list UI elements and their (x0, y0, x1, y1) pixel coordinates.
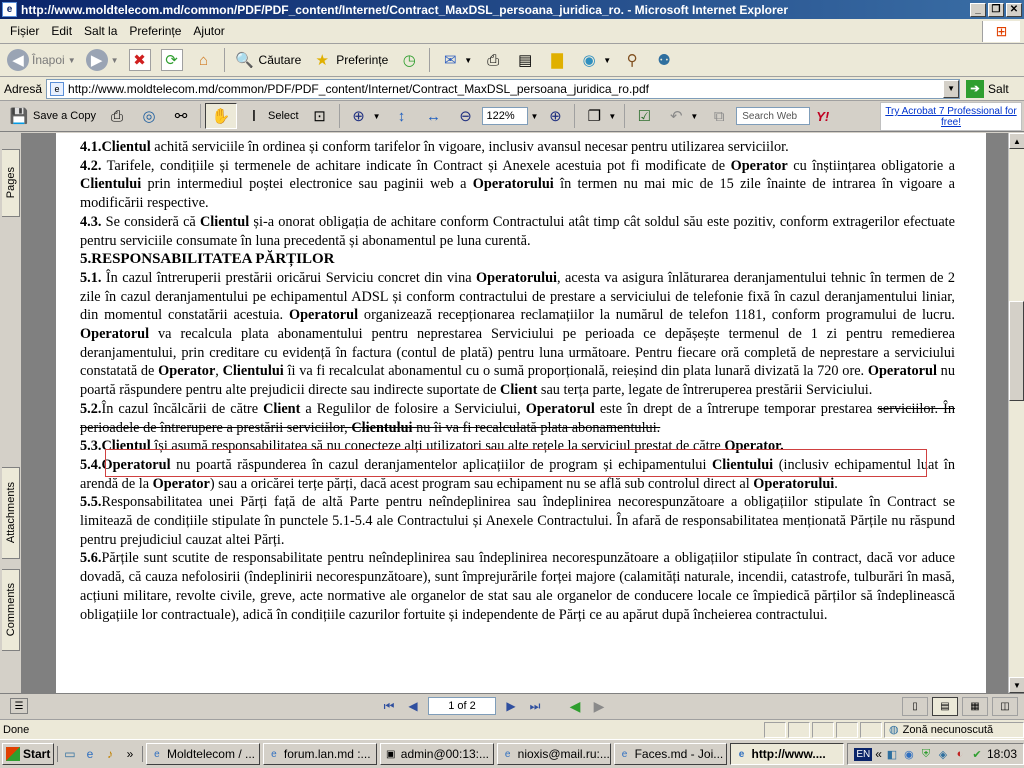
window-title: http://www.moldtelecom.md/common/PDF/PDF_content/Internet/Contract_MaxDSL_persoana_juridica_ro. - Microsoft Internet Explorer (21, 2, 789, 17)
zoom-in-icon: ⊕ (352, 108, 365, 125)
maximize-button[interactable]: ❐ (988, 3, 1004, 17)
clause-term: Operatorul (288, 307, 359, 324)
clause-text: Se consideră că (101, 213, 200, 230)
single-page-button[interactable]: ▯ (902, 697, 928, 716)
taskbar-item-active[interactable] (730, 743, 844, 765)
ie-icon: e (2, 2, 17, 17)
acrobat-print-button[interactable] (102, 103, 132, 129)
search-icon: 🔍 (235, 52, 254, 69)
clause-text: prin intermediul poștei electronice sau paginii web a (141, 176, 473, 193)
toolbar-separator (200, 104, 201, 128)
address-bar (0, 77, 1024, 101)
acrobat-toolbar (0, 101, 1024, 132)
previous-page-button[interactable]: ◀ (408, 699, 418, 713)
mail-button[interactable] (436, 47, 475, 73)
zoom-in-button[interactable] (540, 103, 570, 129)
section-heading (80, 250, 955, 269)
clause-text: , (215, 363, 223, 380)
close-button[interactable]: ✕ (1006, 3, 1022, 17)
camera-icon: ⊡ (313, 108, 326, 125)
menu-edit[interactable]: Edit (51, 24, 73, 38)
copy-icon: ⧉ (713, 107, 725, 125)
page-icon: e (50, 82, 64, 96)
task-label: nioxis@mail.ru:... (517, 747, 610, 761)
clause-number: 5.6. (80, 550, 102, 567)
minimize-button[interactable]: _ (970, 3, 986, 17)
pages-tab-label: Pages (4, 167, 17, 199)
back-button[interactable] (4, 47, 79, 73)
taskbar (0, 739, 1024, 768)
chevron-down-icon: ▼ (603, 55, 612, 65)
go-arrow-icon: ➔ (966, 80, 984, 98)
window-controls (970, 3, 1022, 17)
network-icon[interactable]: ◧ (886, 748, 898, 761)
next-page-button[interactable]: ▶ (506, 699, 516, 713)
contacts-icon: ⚉ (657, 52, 671, 69)
toolbar-separator (574, 104, 575, 128)
taskbar-item[interactable] (146, 743, 260, 765)
ie-status-bar (0, 719, 1024, 739)
note-icon: ▇ (551, 52, 563, 69)
clause-4-1 (80, 138, 955, 157)
scroll-up-button[interactable]: ▲ (1009, 133, 1024, 149)
toolbar-separator (224, 48, 225, 72)
research-icon: ⚲ (626, 52, 638, 69)
refresh-icon: ⟳ (161, 49, 183, 71)
clause-text: (inclusiv echipamentul luat în arendă de la (80, 456, 955, 492)
toolbar-separator (429, 48, 430, 72)
clause-term: Operatorul (867, 363, 937, 380)
clock: 18:03 (986, 747, 1018, 761)
clause-text: își asumă responsabilitatea să nu conecteze alți utilizatori sau alte rețele la serviciul prestat de către (150, 438, 725, 455)
attachments-tab[interactable] (2, 467, 20, 559)
clause-term: Operatorul (80, 326, 150, 343)
select-tool-button[interactable] (239, 103, 303, 129)
clause-text: achită serviciile în ordinea și conform tarifelor în vigoare, inclusiv avansul necesar pentru utilizarea serviciilor. (150, 139, 789, 155)
history-button[interactable] (395, 47, 423, 73)
go-back-icon[interactable]: ◀ (569, 697, 581, 714)
clause-term: Operatorului (753, 475, 835, 492)
address-url: http://www.moldtelecom.md/common/PDF/PDF_content/Internet/Contract_MaxDSL_persoana_juridica_ro.pdf (68, 81, 649, 96)
status-text: Done (3, 723, 30, 736)
disk-icon: 💾 (9, 108, 29, 125)
clause-5-5 (80, 493, 955, 549)
nav-pane-toggle-icon[interactable]: ☰ (10, 698, 28, 714)
printer-icon: ⎙ (487, 51, 500, 69)
clause-text: ) sau a oricărei terțe părți, dacă acest program sau echipament nu se află sub controlul direct al (209, 475, 754, 492)
zoom-level-field[interactable]: 122% (482, 107, 528, 125)
address-dropdown-button[interactable]: ▼ (943, 80, 959, 98)
clause-text: îi va fi recalculat abonamentul cu o sumă proporțională, reieșind din plata lunară divizată la 720 ore. (283, 363, 868, 380)
clause-text: În cazul încălcării de către (101, 400, 264, 417)
acrobat-find-button[interactable] (166, 103, 196, 129)
menu-bar (0, 19, 1024, 44)
fit-height-button[interactable] (386, 103, 416, 129)
quick-launch (57, 746, 143, 762)
chevron-down-icon: ▼ (110, 55, 119, 65)
vertical-scrollbar[interactable] (1008, 133, 1024, 693)
menu-preferences[interactable]: Preferințe (129, 24, 182, 38)
home-button[interactable] (190, 47, 218, 73)
chevron-down-icon: ▼ (608, 111, 617, 121)
ie-icon: e (738, 748, 745, 760)
mail-icon: ✉ (443, 52, 457, 69)
continuous-button[interactable]: ▤ (932, 697, 958, 716)
clause-text: nu poartă răspundere pentru alte prejudicii directe sau indirecte suportate de (80, 363, 955, 399)
document-area[interactable] (22, 133, 1008, 693)
acrobat-promo-link[interactable]: Try Acrobat 7 Professional for free! (880, 102, 1022, 131)
zoom-dropdown-button[interactable]: ▼ (530, 111, 539, 121)
media-icon[interactable]: ♪ (106, 747, 113, 761)
attachments-tab-label: Attachments (4, 482, 17, 544)
clause-text: va recalcula plata abonamentului pentru neprestarea Serviciului pe perioada ce depășește termenul de 1 zi pentru remedierea deranjamentului, prin creditare cu evidență în factura (contul de plată) pentru luna următoare. Pentru fiecare oră completă de neprestare a serviciului constatată de (80, 326, 955, 380)
antivirus-icon[interactable]: ◐ (956, 748, 964, 760)
zoom-in-tool-button[interactable] (344, 103, 385, 129)
status-cell (764, 722, 786, 738)
clause-text: Tarifele, condițiile și termenele de achitare indicate în Contract și Anexele acestuia pot fi modificate de (101, 157, 731, 174)
clause-term: Operator (158, 363, 216, 380)
stop-icon: ✖ (129, 49, 151, 71)
clause-number: 5.5. (80, 494, 102, 511)
continuous-facing-button[interactable]: ▦ (962, 697, 988, 716)
toolbar-separator (624, 104, 625, 128)
taskbar-item[interactable] (497, 743, 611, 765)
back-label: Înapoi (32, 53, 65, 67)
ie-icon: e (154, 748, 160, 760)
clause-term: Clientului (222, 363, 284, 380)
email-icon: ◎ (142, 108, 156, 125)
hand-tool-button[interactable] (205, 103, 237, 129)
forward-button[interactable] (83, 47, 122, 73)
chevron-down-icon: ▼ (690, 111, 699, 121)
clause-term: Operatorului (476, 269, 558, 286)
yahoo-icon: Y! (816, 108, 830, 124)
show-desktop-icon[interactable]: ▭ (64, 747, 76, 761)
go-button[interactable] (966, 80, 1009, 98)
clause-text: în termen nu mai mic de 15 zile înainte de intrarea în vigoare a modificării respective. (80, 176, 956, 212)
terminal-icon: ▣ (386, 748, 396, 760)
refresh-button[interactable] (158, 47, 186, 73)
task-label: http://www.... (751, 747, 826, 761)
shield-icon[interactable]: ⛨ (921, 747, 931, 760)
page-layout-buttons (902, 697, 1018, 716)
chevron-down-icon: ▼ (372, 111, 381, 121)
taskbar-item[interactable] (614, 743, 728, 765)
menu-help[interactable]: Ajutor (193, 24, 225, 38)
pages-tab[interactable] (2, 149, 20, 217)
star-icon: ★ (315, 52, 329, 69)
windows-flag-icon (6, 747, 20, 761)
ie-icon: e (504, 748, 511, 760)
clause-text: Părțile sunt scutite de responsabilitate pentru neîndeplinirea sau îndeplinirea necorespunzătoare a obligațiilor stipulate în contract, dacă vor aduce dovadă, că cauza nefolosirii (îndeplinirii necorespunzătoare), sunt împrejurările forței majore (calamități naturale, incendii, catastrofe, tulburări în masă, acțiuni militare, revolte civile, greve, acte normative ale organelor de stat sau ale organelor de conducere locale ce împiedică părților să îndeplinească obligațiile lor contractuale), adică în condițiile cazurilor fortuite și independente de Părți ce au apărut după încheierea contractului. (80, 550, 955, 623)
go-forward-icon[interactable]: ▶ (593, 697, 605, 714)
acrobat-email-button[interactable] (134, 103, 164, 129)
zone-label: Zonă necunoscută (902, 723, 994, 736)
spell-check-icon: ☑ (637, 108, 652, 125)
clause-4-2 (80, 157, 955, 213)
clause-5-1 (80, 269, 955, 400)
clause-5-6 (80, 549, 955, 624)
messenger-button[interactable] (575, 47, 614, 73)
zoom-out-button[interactable] (450, 103, 480, 129)
start-label: Start (23, 747, 51, 761)
clause-5-2 (80, 400, 955, 437)
system-tray (847, 743, 1024, 765)
last-page-button[interactable]: ⏭ (529, 698, 541, 713)
clause-text: În cazul întreruperii prestării oricărui Serviciu concret din vina (101, 269, 477, 286)
task-label: forum.lan.md :... (283, 747, 371, 761)
clause-number: 5.3.Clientul (80, 438, 151, 455)
ie-icon: e (271, 748, 277, 760)
scroll-down-button[interactable]: ▼ (1009, 677, 1024, 693)
menu-goto[interactable]: Salt la (84, 24, 118, 38)
task-label: Faces.md - Joi... (634, 747, 724, 761)
toolbar-separator (339, 104, 340, 128)
select-label: Select (267, 110, 299, 122)
clause-number: 5.1. (80, 269, 102, 286)
print-button[interactable] (479, 47, 507, 73)
clause-text: nu poartă răspunderea în cazul deranjamentelor aplicațiilor de program și echipamentului (170, 456, 712, 473)
clause-number: 4.2. (80, 157, 102, 174)
research-button[interactable] (618, 47, 646, 73)
comments-tab-label: Comments (4, 583, 17, 637)
pdf-page (56, 133, 986, 693)
status-cell (788, 722, 810, 738)
ie-toolbar (0, 44, 1024, 77)
facing-button[interactable]: ◫ (992, 697, 1018, 716)
discuss-button[interactable] (543, 47, 571, 73)
page-layout-button[interactable] (579, 103, 620, 129)
clause-term: Operator. (724, 438, 784, 455)
chevron-left-icon[interactable]: « (875, 747, 882, 761)
chevron-right-icon[interactable]: » (126, 747, 134, 761)
stop-button[interactable] (126, 47, 154, 73)
globe-icon: ◍ (889, 724, 899, 736)
favorites-label: Preferințe (336, 53, 389, 67)
clause-term: Operator (152, 475, 210, 492)
clause-term: Client (500, 382, 538, 399)
clause-text: a Regulilor de folosire a Serviciului, (300, 400, 526, 417)
printer-icon: ⎙ (110, 107, 123, 125)
clause-number: 4.1.Clientul (80, 139, 151, 155)
clause-term: Clientului (80, 176, 142, 193)
clause-text: organizează recepționarea reclamațiilor la numărul de telefon 1181, conform programului de lucru. (358, 307, 956, 324)
ie-quicklaunch-icon[interactable]: e (86, 747, 94, 761)
clause-term: Operatorului (472, 176, 554, 193)
status-cell (812, 722, 834, 738)
clause-number: 5.4.Operatorul (80, 456, 171, 473)
clause-4-3 (80, 213, 955, 250)
clause-term: Operator (730, 157, 788, 174)
page-navigation (380, 697, 608, 715)
menu-file[interactable]: Fișier (10, 24, 40, 38)
edit-icon: ▤ (518, 52, 533, 69)
pdf-status-bar (0, 693, 1024, 719)
clause-text: . (834, 475, 838, 492)
pages-icon: ❐ (587, 108, 602, 125)
clause-term: Clientului (711, 456, 774, 473)
struck-text: serviciilor. În perioadele de întrerupere a prestării serviciilor, (80, 400, 956, 436)
navigation-pane (0, 133, 22, 693)
security-zone (884, 722, 1024, 738)
first-page-button[interactable]: ⏮ (383, 698, 395, 713)
chevron-down-icon: ▼ (464, 55, 473, 65)
status-cell (860, 722, 882, 738)
clause-term: Clientul (199, 213, 250, 230)
fit-width-button[interactable] (418, 103, 448, 129)
minus-circle-icon: ⊖ (459, 108, 472, 125)
clause-text: cu înștiințarea obligatorie a (787, 157, 955, 174)
section-heading-text: 5.RESPONSABILITATEA PĂRȚILOR (80, 251, 335, 268)
search-web-input[interactable]: Search Web (736, 107, 810, 125)
favorites-button[interactable] (308, 47, 391, 73)
fit-height-icon: ↕ (397, 107, 406, 125)
back-arrow-icon: ◀ (7, 49, 29, 71)
spell-check-button[interactable] (629, 103, 659, 129)
page-number-field[interactable]: 1 of 2 (428, 697, 496, 715)
clause-number: 4.3. (80, 213, 102, 230)
highlight-box (105, 449, 927, 477)
volume-icon[interactable]: ◈ (938, 748, 948, 761)
ie-icon: e (621, 748, 628, 760)
copy-button[interactable] (704, 103, 734, 129)
messenger-icon: ◉ (582, 52, 596, 69)
binoculars-icon: ⚯ (174, 108, 188, 125)
task-label: Moldtelecom / ... (166, 747, 255, 761)
language-indicator[interactable]: EN (856, 748, 871, 760)
fit-width-icon: ↔ (425, 107, 441, 125)
windows-logo-icon: ⊞ (982, 21, 1020, 42)
rotate-icon: ↶ (670, 108, 683, 125)
search-button[interactable] (231, 47, 305, 73)
save-copy-label: Save a Copy (33, 110, 96, 122)
clause-term: Operatorul (525, 400, 595, 417)
clause-text: , acesta va asigura înlăturarea deranjamentului tehnic în termen de 2 zile în cazul deranjamentului pe echipamentul ADSL și conform contractului de prestare a serviciului de telefonie fixă în cazul deranjamentului liniar, din momentul constatării acestuia. (80, 269, 955, 324)
chevron-down-icon: ▼ (67, 55, 76, 65)
contacts-button[interactable] (650, 47, 678, 73)
yahoo-search-button[interactable] (812, 103, 833, 129)
clause-text: și-a onorat obligația de achitare conform Contractului atât timp cât soldul său este pozitiv, conform extragerilor efectuate pentru serviciile consumate în luna precedentă și abonamentul pe luna curentă. (80, 213, 955, 249)
plus-circle-icon: ⊕ (549, 108, 562, 125)
clause-text: sau terța parte, legate de întreruperea prestării Serviciului. (537, 382, 873, 399)
rotate-button[interactable] (661, 103, 702, 129)
text-cursor-icon: Ⅰ (251, 108, 257, 125)
clause-text: Responsabilitatea unei Părți față de altă Parte pentru neîndeplinirea sau îndeplinirea necorespunzătoare a obligațiilor stipulate în Contract se limitează de condițiile stipulate în punctele 5.1-5.4 ale Contractului și Anexele Contractului. În afară de responsabilitatea menționată Părțile nu răspund pentru prejudiciul cauzat altei Părți. (80, 494, 955, 548)
address-input[interactable] (46, 79, 960, 99)
check-icon[interactable]: ✔ (972, 748, 982, 761)
contract-text (80, 138, 955, 624)
clause-term: Client (263, 400, 301, 417)
scroll-thumb[interactable] (1009, 301, 1024, 401)
search-label: Căutare (258, 53, 302, 67)
hand-icon: ✋ (211, 108, 231, 125)
taskbar-item[interactable] (263, 743, 377, 765)
history-icon: ◷ (402, 52, 416, 69)
forward-arrow-icon: ▶ (86, 49, 108, 71)
snapshot-button[interactable] (305, 103, 335, 129)
clause-number: 5.2. (80, 400, 102, 417)
edit-button[interactable] (511, 47, 539, 73)
save-copy-button[interactable] (4, 103, 100, 129)
task-label: admin@00:13:... (400, 747, 489, 761)
struck-text: nu îi va fi recalculată plata abonamentului. (412, 419, 661, 436)
go-label: Salt (988, 81, 1009, 96)
title-bar (0, 0, 1024, 19)
start-button[interactable] (2, 743, 54, 765)
comments-tab[interactable] (2, 569, 20, 651)
home-icon: ⌂ (199, 51, 209, 69)
taskbar-item[interactable] (380, 743, 494, 765)
struck-term: Clientului (351, 419, 413, 436)
address-label: Adresă (4, 81, 43, 96)
messenger-tray-icon[interactable]: ◉ (904, 748, 914, 761)
clause-text: este în drept de a întrerupe temporar prestarea (594, 400, 878, 417)
status-cell (836, 722, 858, 738)
